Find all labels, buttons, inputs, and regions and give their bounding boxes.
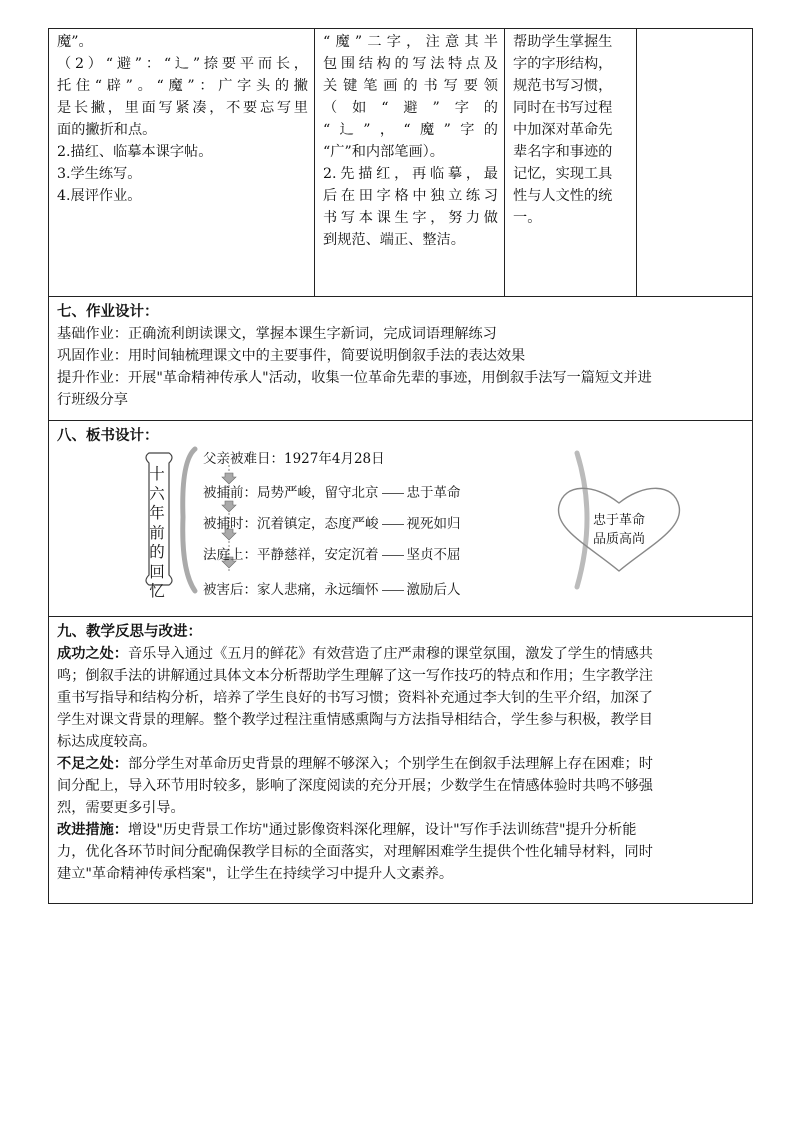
board-design-section xyxy=(49,421,752,617)
text-line: 魔”。 xyxy=(57,34,93,50)
section-title: 七、作业设计： xyxy=(57,304,159,320)
para-line: 鸣；倒叙手法的讲解通过具体文本分析帮助学生理解了这一写作技巧的特点和作用；生字教学注 xyxy=(57,668,653,684)
scroll-char: 忆 xyxy=(149,582,165,600)
heart-line: 忠于革命 xyxy=(592,513,645,528)
text-line: 帮助学生掌握生 xyxy=(513,34,613,50)
para-line: 间分配上，导入环节用时较多，影响了深度阅读的充分开展；少数学生在情感体验时共鸣不够强 xyxy=(57,778,653,794)
text-line: 后在田字格中独立练习 xyxy=(323,188,498,204)
improve-label: 改进措施： xyxy=(57,822,128,838)
scroll-char: 年 xyxy=(149,504,165,522)
board-row-left: 被捕时：沉着镇定，态度严峻 xyxy=(203,516,379,532)
text-line: 性与人文性的统 xyxy=(513,188,613,204)
text-line: 一。 xyxy=(513,210,542,226)
date-line: 父亲被难日：1927年4月28日 xyxy=(203,451,385,467)
success-paragraph xyxy=(57,643,744,753)
scroll-char: 回 xyxy=(149,562,165,581)
writing-instruction-row xyxy=(49,29,752,297)
para-line: 建立"革命精神传承档案"，让学生在持续学习中提升人文素养。 xyxy=(57,866,454,882)
board-row-right: 视死如归 xyxy=(406,516,461,532)
empty-cell xyxy=(637,29,752,296)
para-line: 力，优化各环节时间分配确保教学目标的全面落实，对理解困难学生提供个性化辅导材料，同时 xyxy=(57,844,653,860)
lesson-plan-document xyxy=(48,28,753,904)
text-line: 到规范、端正、整洁。 xyxy=(323,232,465,248)
text-line: 字的字形结构， xyxy=(513,56,613,72)
dash-line xyxy=(382,524,404,525)
text-line: 记忆，实现工具 xyxy=(513,166,613,182)
heart-line: 品质高尚 xyxy=(592,532,645,547)
board-row xyxy=(203,512,461,532)
board-row-left: 法庭上：平静慈祥，安定沉着 xyxy=(203,547,379,563)
board-row-left: 被害后：家人悲痛，永远缅怀 xyxy=(203,582,379,598)
homework-section xyxy=(49,297,752,421)
homework-line: 巩固作业：用时间轴梳理课文中的主要事件，简要说明倒叙手法的表达效果 xyxy=(57,348,526,364)
para-line: 部分学生对革命历史背景的理解不够深入；个别学生在倒叙手法理解上存在困难；时 xyxy=(127,756,653,772)
board-row xyxy=(203,481,461,501)
design-intent-cell xyxy=(505,29,637,296)
text-line: 同时在书写过程 xyxy=(513,100,613,116)
text-line: （如“避”字的 xyxy=(323,100,498,116)
text-line: 是长撇，里面写紧凑，不要忘写里 xyxy=(57,100,308,116)
text-line: “广”和内部笔画）。 xyxy=(323,144,444,160)
scroll-title xyxy=(143,465,171,602)
scroll-char: 前 xyxy=(149,523,165,542)
text-line: 4.展评作业。 xyxy=(57,188,142,204)
text-line: 3.学生练写。 xyxy=(57,166,142,182)
homework-line: 基础作业：正确流利朗读课文，掌握本课生字新词，完成词语理解练习 xyxy=(57,326,497,342)
text-line: “辶”，“魔”字的 xyxy=(323,122,498,138)
homework-line: 提升作业：开展"革命精神传承人"活动，收集一位革命先辈的事迹，用倒叙手法写一篇短文并进 xyxy=(57,370,652,386)
text-line: 2.描红、临摹本课字帖。 xyxy=(57,144,213,160)
reflection-section xyxy=(49,617,752,903)
text-line: （2）“避”：“辶”捺要平而长， xyxy=(57,56,308,72)
section-title: 八、板书设计： xyxy=(57,428,159,444)
scroll-char: 十 xyxy=(149,465,165,483)
board-diagram xyxy=(49,421,754,617)
text-line: 关键笔画的书写要领 xyxy=(323,78,498,94)
para-line: 重书写指导和结构分析，培养了学生良好的书写习惯；资料补充通过李大钊的生平介绍，加深了 xyxy=(57,690,653,706)
dash-line xyxy=(382,590,404,591)
text-line: 辈名字和事迹的 xyxy=(513,144,613,160)
dash-line xyxy=(382,493,404,494)
weakness-label: 不足之处： xyxy=(57,756,128,772)
board-row-left: 被捕前：局势严峻，留守北京 xyxy=(203,485,379,501)
board-row-right: 激励后人 xyxy=(406,582,461,598)
board-row xyxy=(203,578,461,598)
text-line: 规范书写习惯， xyxy=(513,78,613,94)
para-line: 烈，需要更多引导。 xyxy=(57,800,185,816)
dash-line xyxy=(382,555,404,556)
text-line: 书写本课生字，努力做 xyxy=(323,210,498,226)
para-line: 音乐导入通过《五月的鲜花》有效营造了庄严肃穆的课堂氛围，激发了学生的情感共 xyxy=(127,646,653,662)
student-activity-cell xyxy=(315,29,505,296)
left-brace xyxy=(183,449,195,591)
heart-label xyxy=(569,511,669,549)
scroll-char: 的 xyxy=(149,543,165,561)
teacher-activity-cell xyxy=(49,29,315,296)
homework-line: 行班级分享 xyxy=(57,392,128,408)
para-line: 标达成度较高。 xyxy=(57,734,157,750)
weakness-paragraph xyxy=(57,753,744,819)
text-line: 托住“辟”。“魔”：广字头的撇 xyxy=(57,78,308,94)
para-line: 学生对课文背景的理解。整个教学过程注重情感熏陶与方法指导相结合，学生参与积极，教学目 xyxy=(57,712,653,728)
success-label: 成功之处： xyxy=(57,646,128,662)
board-row xyxy=(203,543,461,563)
text-line: 中加深对革命先 xyxy=(513,122,613,138)
scroll-char: 六 xyxy=(149,484,165,503)
lesson-table xyxy=(48,28,753,904)
board-row-right: 坚贞不屈 xyxy=(406,547,461,563)
text-line: 包围结构的写法特点及 xyxy=(323,56,498,72)
improvement-paragraph xyxy=(57,819,744,885)
board-row-right: 忠于革命 xyxy=(406,485,461,501)
section-title: 九、教学反思与改进： xyxy=(57,624,202,640)
text-line: 面的撇折和点。 xyxy=(57,122,157,138)
text-line: “魔”二字，注意其半 xyxy=(323,34,498,50)
para-line: 增设"历史背景工作坊"通过影像资料深化理解，设计"写作手法训练营"提升分析能 xyxy=(127,822,637,838)
text-line: 2.先描红，再临摹，最 xyxy=(323,166,498,182)
